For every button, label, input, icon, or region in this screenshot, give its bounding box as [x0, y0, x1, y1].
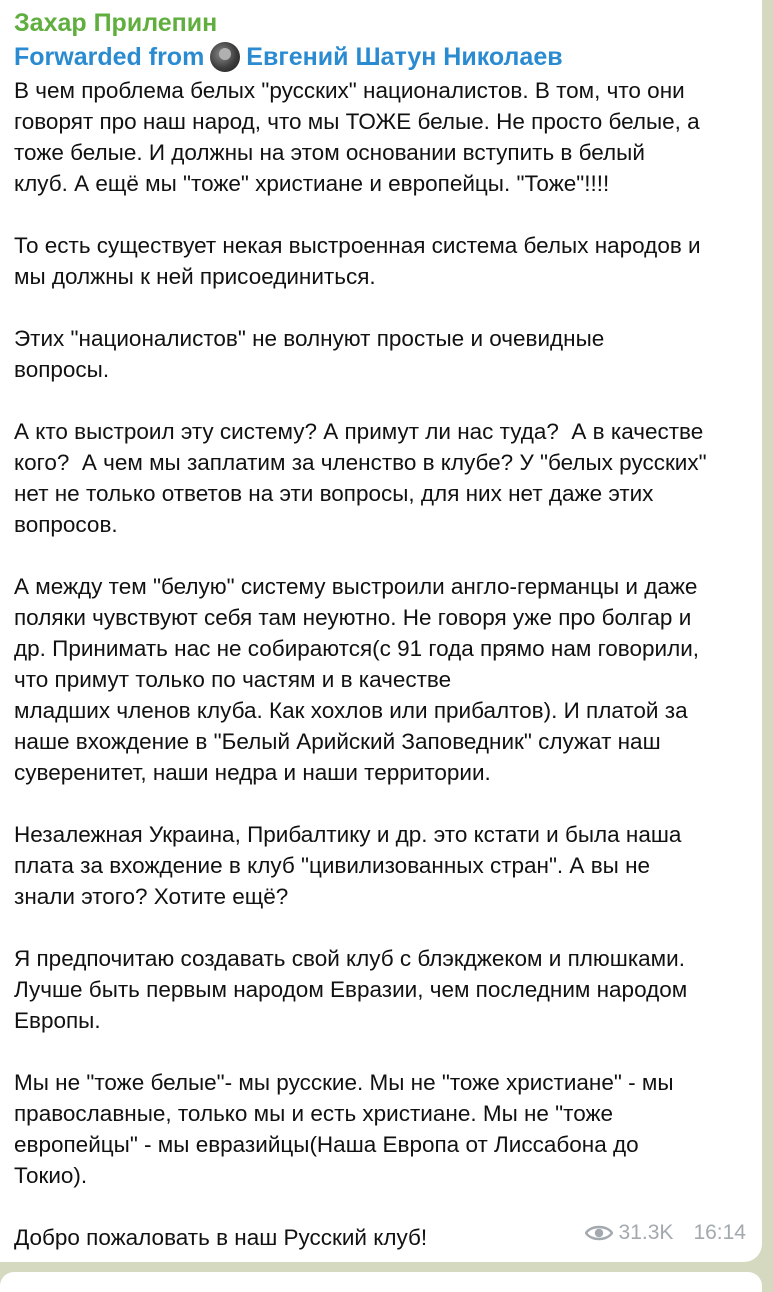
message-line: плата за вхождение в клуб "цивилизованных стран". А вы не — [14, 853, 651, 878]
paragraph-gap — [14, 912, 746, 943]
message-line: Я предпочитаю создавать свой клуб с блэкджеком и плюшками. — [14, 946, 685, 971]
message-line: То есть существует некая выстроенная система белых народов и — [14, 233, 701, 258]
paragraph-gap — [14, 1191, 746, 1222]
eye-icon — [585, 1224, 613, 1242]
message-line: кого? А чем мы заплатим за членство в клубе? У "белых русских" — [14, 450, 707, 475]
message-meta — [585, 1221, 746, 1245]
message-line: Токио). — [14, 1163, 88, 1188]
forwarded-header[interactable] — [14, 40, 746, 74]
message-line: наше вхождение в "Белый Арийский Заповедник" служат наш — [14, 729, 661, 754]
message-line: нет не только ответов на эти вопросы, для них нет даже этих — [14, 481, 654, 506]
paragraph-gap — [14, 292, 746, 323]
message-line: что примут только по частям и в качестве — [14, 667, 452, 692]
message-line: Европы. — [14, 1008, 101, 1033]
forwarded-prefix: Forwarded from — [14, 43, 205, 71]
message-line: Незалежная Украина, Прибалтику и др. это кстати и была наша — [14, 822, 682, 847]
message-line: младших членов клуба. Как хохлов или прибалтов). И платой за — [14, 698, 688, 723]
next-message-bubble — [0, 1272, 762, 1292]
message-line: А между тем "белую" систему выстроили англо-германцы и даже — [14, 574, 698, 599]
message-line: Мы не "тоже белые"- мы русские. Мы не "тоже христиане" - мы — [14, 1070, 674, 1095]
message-line: знали этого? Хотите ещё? — [14, 884, 289, 909]
message-line: суверенитет, наши недра и наши территории. — [14, 760, 491, 785]
message-line: вопросов. — [14, 512, 118, 537]
paragraph-gap — [14, 385, 746, 416]
message-line: Лучше быть первым народом Евразии, чем последним народом — [14, 977, 688, 1002]
message-line: православные, только мы и есть христиане. Мы не "тоже — [14, 1101, 614, 1126]
message-line: европейцы" - мы евразийцы(Наша Европа от Лиссабона до — [14, 1132, 639, 1157]
message-line: Этих "националистов" не волнуют простые и очевидные — [14, 326, 605, 351]
author-avatar[interactable] — [210, 42, 240, 72]
views-count: 31.3K — [618, 1221, 674, 1244]
message-line: клуб. А ещё мы "тоже" христиане и европейцы. "Тоже"!!!! — [14, 171, 610, 196]
message-text — [14, 75, 746, 1253]
paragraph-gap — [14, 1036, 746, 1067]
message-line: поляки чувствуют себя там неуютно. Не говоря уже про болгар и — [14, 605, 692, 630]
message-line: говорят про наш народ, что мы ТОЖЕ белые. Не просто белые, а — [14, 109, 700, 134]
message-line: др. Принимать нас не собираются(с 91 года прямо нам говорили, — [14, 636, 700, 661]
message-line: А кто выстроил эту систему? А примут ли нас туда? А в качестве — [14, 419, 704, 444]
message-line: тоже белые. И должны на этом основании вступить в белый — [14, 140, 645, 165]
message-line: вопросы. — [14, 357, 110, 382]
paragraph-gap — [14, 788, 746, 819]
message-line: Добро пожаловать в наш Русский клуб! — [14, 1225, 428, 1250]
forwarded-author[interactable]: Евгений Шатун Николаев — [246, 43, 563, 71]
paragraph-gap — [14, 199, 746, 230]
channel-name[interactable]: Захар Прилепин — [14, 9, 218, 37]
message-time: 16:14 — [693, 1221, 746, 1244]
message-line: мы должны к ней присоединиться. — [14, 264, 376, 289]
paragraph-gap — [14, 540, 746, 571]
message-line: В чем проблема белых "русских" националистов. В том, что они — [14, 78, 685, 103]
